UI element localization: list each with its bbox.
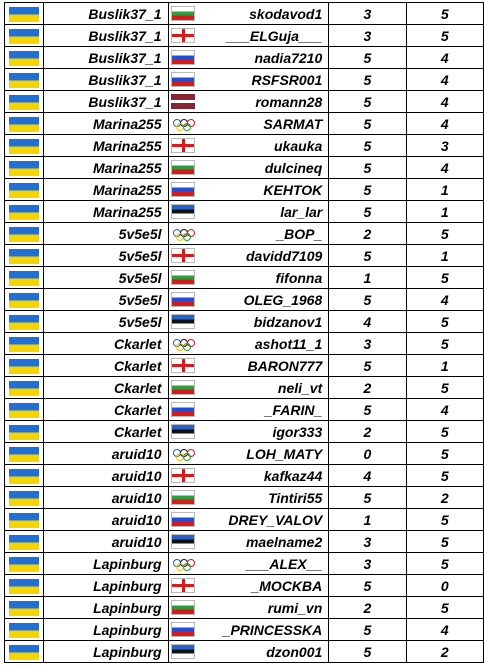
player1-name: Buslik37_1 bbox=[43, 47, 168, 69]
player1-name: Ckarlet bbox=[43, 421, 168, 443]
ukraine-flag-icon bbox=[9, 271, 39, 286]
player2-score: 5 bbox=[406, 223, 483, 245]
player1-score: 5 bbox=[329, 575, 406, 597]
table-row bbox=[5, 333, 484, 355]
ukraine-flag-icon bbox=[9, 51, 39, 66]
russia-flag-icon bbox=[171, 50, 195, 65]
player1-name: Ckarlet bbox=[43, 377, 168, 399]
ukraine-flag-icon bbox=[9, 403, 39, 418]
player1-score: 4 bbox=[329, 311, 406, 333]
player2-cell bbox=[168, 641, 329, 663]
player1-score: 3 bbox=[329, 553, 406, 575]
player2-cell bbox=[168, 223, 329, 245]
player1-flag-cell bbox=[5, 333, 44, 355]
player1-flag-cell bbox=[5, 377, 44, 399]
table-row bbox=[5, 267, 484, 289]
player1-flag-cell bbox=[5, 311, 44, 333]
ukraine-flag-icon bbox=[9, 535, 39, 550]
player2-cell bbox=[168, 333, 329, 355]
player1-flag-cell bbox=[5, 509, 44, 531]
player1-name: aruid10 bbox=[43, 443, 168, 465]
player2-cell bbox=[168, 487, 329, 509]
ukraine-flag-icon bbox=[9, 117, 39, 132]
table-row bbox=[5, 179, 484, 201]
table-row bbox=[5, 597, 484, 619]
player1-flag-cell bbox=[5, 575, 44, 597]
player1-flag-cell bbox=[5, 179, 44, 201]
player1-flag-cell bbox=[5, 91, 44, 113]
table-row bbox=[5, 377, 484, 399]
player2-score: 5 bbox=[406, 3, 483, 25]
player2-cell bbox=[168, 179, 329, 201]
player2-name: ___ELGuja___ bbox=[226, 27, 323, 44]
table-row bbox=[5, 355, 484, 377]
ukraine-flag-icon bbox=[9, 623, 39, 638]
player1-score: 5 bbox=[329, 201, 406, 223]
russia-flag-icon bbox=[171, 402, 195, 417]
player2-name: SARMAT bbox=[263, 115, 323, 132]
player2-cell bbox=[168, 553, 329, 575]
player1-flag-cell bbox=[5, 135, 44, 157]
player2-score: 5 bbox=[406, 443, 483, 465]
player1-name: 5v5e5l bbox=[43, 267, 168, 289]
ukraine-flag-icon bbox=[9, 227, 39, 242]
player1-name: Buslik37_1 bbox=[43, 3, 168, 25]
player2-cell bbox=[168, 531, 329, 553]
player1-name: aruid10 bbox=[43, 465, 168, 487]
player2-name: ___ALEX__ bbox=[245, 555, 323, 572]
player2-name: lar_lar bbox=[280, 203, 323, 220]
player2-cell bbox=[168, 619, 329, 641]
player1-name: 5v5e5l bbox=[43, 289, 168, 311]
player1-name: Ckarlet bbox=[43, 355, 168, 377]
table-row bbox=[5, 487, 484, 509]
table-row bbox=[5, 223, 484, 245]
player1-score: 5 bbox=[329, 289, 406, 311]
player1-score: 5 bbox=[329, 355, 406, 377]
player1-name: Marina255 bbox=[43, 157, 168, 179]
ukraine-flag-icon bbox=[9, 161, 39, 176]
player1-name: Lapinburg bbox=[43, 619, 168, 641]
russia-flag-icon bbox=[171, 182, 195, 197]
olympic-flag-icon bbox=[171, 226, 195, 241]
player2-score: 5 bbox=[406, 333, 483, 355]
player2-name: nadia7210 bbox=[254, 49, 323, 66]
ukraine-flag-icon bbox=[9, 293, 39, 308]
olympic-flag-icon bbox=[171, 446, 195, 461]
player2-cell bbox=[168, 421, 329, 443]
table-row bbox=[5, 25, 484, 47]
player2-name: BARON777 bbox=[247, 357, 323, 374]
player2-name: neli_vt bbox=[277, 379, 323, 396]
georgia-flag-icon bbox=[171, 28, 195, 43]
player2-score: 4 bbox=[406, 69, 483, 91]
player2-name: bidzanov1 bbox=[253, 313, 323, 330]
player2-name: igor333 bbox=[272, 423, 323, 440]
player1-score: 3 bbox=[329, 25, 406, 47]
player1-flag-cell bbox=[5, 3, 44, 25]
player1-name: Buslik37_1 bbox=[43, 91, 168, 113]
player2-cell bbox=[168, 69, 329, 91]
bulgaria-flag-icon bbox=[171, 380, 195, 395]
player2-cell bbox=[168, 399, 329, 421]
player1-name: Lapinburg bbox=[43, 597, 168, 619]
table-row bbox=[5, 245, 484, 267]
player2-cell bbox=[168, 113, 329, 135]
player1-name: Ckarlet bbox=[43, 399, 168, 421]
player1-score: 5 bbox=[329, 487, 406, 509]
player1-score: 5 bbox=[329, 245, 406, 267]
player1-flag-cell bbox=[5, 465, 44, 487]
ukraine-flag-icon bbox=[9, 447, 39, 462]
player1-name: Marina255 bbox=[43, 201, 168, 223]
player2-score: 4 bbox=[406, 113, 483, 135]
player1-flag-cell bbox=[5, 355, 44, 377]
player2-name: _BOP_ bbox=[276, 225, 323, 242]
ukraine-flag-icon bbox=[9, 29, 39, 44]
player2-score: 5 bbox=[406, 267, 483, 289]
player2-name: davidd7109 bbox=[246, 247, 323, 264]
player2-score: 5 bbox=[406, 465, 483, 487]
ukraine-flag-icon bbox=[9, 95, 39, 110]
player1-score: 5 bbox=[329, 69, 406, 91]
player1-score: 5 bbox=[329, 91, 406, 113]
player2-name: RSFSR001 bbox=[251, 71, 323, 88]
player1-score: 4 bbox=[329, 465, 406, 487]
player1-flag-cell bbox=[5, 69, 44, 91]
player1-name: Lapinburg bbox=[43, 553, 168, 575]
player2-name: maelname2 bbox=[245, 533, 323, 550]
player2-cell bbox=[168, 311, 329, 333]
ukraine-flag-icon bbox=[9, 469, 39, 484]
player2-score: 4 bbox=[406, 619, 483, 641]
table-row bbox=[5, 91, 484, 113]
player2-cell bbox=[168, 575, 329, 597]
player2-score: 5 bbox=[406, 25, 483, 47]
player1-flag-cell bbox=[5, 597, 44, 619]
player2-name: _PRINCESSKA bbox=[222, 621, 323, 638]
player2-cell bbox=[168, 355, 329, 377]
player2-cell bbox=[168, 377, 329, 399]
player2-score: 5 bbox=[406, 597, 483, 619]
player1-score: 5 bbox=[329, 641, 406, 663]
player1-name: Lapinburg bbox=[43, 575, 168, 597]
player2-name: Tintiri55 bbox=[268, 489, 323, 506]
ukraine-flag-icon bbox=[9, 73, 39, 88]
player2-cell bbox=[168, 509, 329, 531]
player2-name: rumi_vn bbox=[267, 599, 323, 616]
player1-score: 2 bbox=[329, 597, 406, 619]
player2-name: dulcineq bbox=[264, 159, 323, 176]
estonia-flag-icon bbox=[171, 534, 195, 549]
player1-name: 5v5e5l bbox=[43, 311, 168, 333]
player1-name: aruid10 bbox=[43, 531, 168, 553]
georgia-flag-icon bbox=[171, 358, 195, 373]
table-row bbox=[5, 575, 484, 597]
player2-cell bbox=[168, 289, 329, 311]
player2-name: fifonna bbox=[275, 269, 323, 286]
player2-cell bbox=[168, 245, 329, 267]
estonia-flag-icon bbox=[171, 314, 195, 329]
player2-score: 4 bbox=[406, 157, 483, 179]
player1-flag-cell bbox=[5, 113, 44, 135]
player2-cell bbox=[168, 135, 329, 157]
player2-name: ashot11_1 bbox=[254, 335, 323, 352]
player1-score: 2 bbox=[329, 377, 406, 399]
player1-flag-cell bbox=[5, 201, 44, 223]
player1-score: 1 bbox=[329, 509, 406, 531]
player1-name: Ckarlet bbox=[43, 333, 168, 355]
player1-name: 5v5e5l bbox=[43, 223, 168, 245]
ukraine-flag-icon bbox=[9, 315, 39, 330]
bulgaria-flag-icon bbox=[171, 600, 195, 615]
player2-cell bbox=[168, 443, 329, 465]
player1-flag-cell bbox=[5, 245, 44, 267]
table-row bbox=[5, 553, 484, 575]
player1-name: Marina255 bbox=[43, 135, 168, 157]
player1-score: 5 bbox=[329, 157, 406, 179]
player2-name: skodavod1 bbox=[249, 5, 323, 22]
player1-flag-cell bbox=[5, 289, 44, 311]
results-table bbox=[4, 2, 484, 663]
player2-score: 2 bbox=[406, 641, 483, 663]
player1-name: Marina255 bbox=[43, 113, 168, 135]
olympic-flag-icon bbox=[171, 556, 195, 571]
ukraine-flag-icon bbox=[9, 359, 39, 374]
georgia-flag-icon bbox=[171, 138, 195, 153]
player1-score: 3 bbox=[329, 333, 406, 355]
player2-cell bbox=[168, 267, 329, 289]
player1-flag-cell bbox=[5, 157, 44, 179]
estonia-flag-icon bbox=[171, 424, 195, 439]
player1-flag-cell bbox=[5, 641, 44, 663]
player1-score: 1 bbox=[329, 267, 406, 289]
olympic-flag-icon bbox=[171, 336, 195, 351]
ukraine-flag-icon bbox=[9, 7, 39, 22]
ukraine-flag-icon bbox=[9, 557, 39, 572]
player2-score: 2 bbox=[406, 487, 483, 509]
player1-score: 0 bbox=[329, 443, 406, 465]
player2-cell bbox=[168, 597, 329, 619]
player2-name: dzon001 bbox=[266, 643, 323, 660]
player1-name: Lapinburg bbox=[43, 641, 168, 663]
player1-flag-cell bbox=[5, 47, 44, 69]
player1-flag-cell bbox=[5, 443, 44, 465]
player2-score: 5 bbox=[406, 421, 483, 443]
table-row bbox=[5, 421, 484, 443]
ukraine-flag-icon bbox=[9, 425, 39, 440]
player2-name: OLEG_1968 bbox=[243, 291, 323, 308]
player2-score: 5 bbox=[406, 377, 483, 399]
player2-score: 4 bbox=[406, 91, 483, 113]
bulgaria-flag-icon bbox=[171, 490, 195, 505]
ukraine-flag-icon bbox=[9, 249, 39, 264]
ukraine-flag-icon bbox=[9, 645, 39, 660]
table-row bbox=[5, 157, 484, 179]
player1-name: aruid10 bbox=[43, 487, 168, 509]
ukraine-flag-icon bbox=[9, 579, 39, 594]
player2-score: 0 bbox=[406, 575, 483, 597]
russia-flag-icon bbox=[171, 292, 195, 307]
georgia-flag-icon bbox=[171, 578, 195, 593]
player2-score: 5 bbox=[406, 509, 483, 531]
player1-score: 2 bbox=[329, 421, 406, 443]
player1-flag-cell bbox=[5, 531, 44, 553]
player1-flag-cell bbox=[5, 223, 44, 245]
bulgaria-flag-icon bbox=[171, 270, 195, 285]
bulgaria-flag-icon bbox=[171, 6, 195, 21]
player2-score: 4 bbox=[406, 289, 483, 311]
player2-name: romann28 bbox=[255, 93, 323, 110]
olympic-flag-icon bbox=[171, 116, 195, 131]
player2-cell bbox=[168, 157, 329, 179]
player1-name: Buslik37_1 bbox=[43, 25, 168, 47]
player1-name: Marina255 bbox=[43, 179, 168, 201]
georgia-flag-icon bbox=[171, 248, 195, 263]
ukraine-flag-icon bbox=[9, 491, 39, 506]
player1-flag-cell bbox=[5, 487, 44, 509]
player1-flag-cell bbox=[5, 553, 44, 575]
player2-name: DREY_VALOV bbox=[228, 511, 323, 528]
table-row bbox=[5, 69, 484, 91]
table-row bbox=[5, 289, 484, 311]
player2-score: 4 bbox=[406, 399, 483, 421]
player1-score: 3 bbox=[329, 3, 406, 25]
player2-cell bbox=[168, 47, 329, 69]
russia-flag-icon bbox=[171, 622, 195, 637]
table-row bbox=[5, 465, 484, 487]
player2-cell bbox=[168, 465, 329, 487]
player2-name: LOH_MATY bbox=[246, 445, 323, 462]
player2-name: _MOCKBA bbox=[251, 577, 323, 594]
player2-score: 5 bbox=[406, 311, 483, 333]
player2-name: kafkaz44 bbox=[263, 467, 323, 484]
player2-score: 1 bbox=[406, 355, 483, 377]
player1-flag-cell bbox=[5, 267, 44, 289]
table-row bbox=[5, 47, 484, 69]
georgia-flag-icon bbox=[171, 468, 195, 483]
table-row bbox=[5, 201, 484, 223]
player2-name: KEHTOK bbox=[263, 181, 323, 198]
player2-score: 3 bbox=[406, 135, 483, 157]
player2-cell bbox=[168, 3, 329, 25]
table-row bbox=[5, 531, 484, 553]
player1-flag-cell bbox=[5, 399, 44, 421]
player1-name: Buslik37_1 bbox=[43, 69, 168, 91]
table-row bbox=[5, 509, 484, 531]
player1-name: aruid10 bbox=[43, 509, 168, 531]
table-row bbox=[5, 619, 484, 641]
player2-cell bbox=[168, 91, 329, 113]
ukraine-flag-icon bbox=[9, 139, 39, 154]
player2-cell bbox=[168, 25, 329, 47]
table-row bbox=[5, 311, 484, 333]
player1-score: 3 bbox=[329, 531, 406, 553]
ukraine-flag-icon bbox=[9, 513, 39, 528]
bulgaria-flag-icon bbox=[171, 160, 195, 175]
player1-name: 5v5e5l bbox=[43, 245, 168, 267]
table-row bbox=[5, 641, 484, 663]
player1-score: 5 bbox=[329, 47, 406, 69]
player2-score: 1 bbox=[406, 245, 483, 267]
ukraine-flag-icon bbox=[9, 381, 39, 396]
ukraine-flag-icon bbox=[9, 601, 39, 616]
player1-flag-cell bbox=[5, 421, 44, 443]
table-row bbox=[5, 3, 484, 25]
table-row bbox=[5, 399, 484, 421]
player2-score: 4 bbox=[406, 47, 483, 69]
player1-flag-cell bbox=[5, 619, 44, 641]
player2-cell bbox=[168, 201, 329, 223]
player2-score: 1 bbox=[406, 201, 483, 223]
player1-score: 5 bbox=[329, 113, 406, 135]
player2-score: 5 bbox=[406, 553, 483, 575]
player2-name: ukauka bbox=[274, 137, 323, 154]
table-row bbox=[5, 443, 484, 465]
ukraine-flag-icon bbox=[9, 337, 39, 352]
russia-flag-icon bbox=[171, 512, 195, 527]
player2-score: 5 bbox=[406, 531, 483, 553]
player1-score: 5 bbox=[329, 179, 406, 201]
estonia-flag-icon bbox=[171, 644, 195, 659]
russia-flag-icon bbox=[171, 72, 195, 87]
player2-name: _FARIN_ bbox=[264, 401, 323, 418]
table-row bbox=[5, 113, 484, 135]
ukraine-flag-icon bbox=[9, 183, 39, 198]
table-row bbox=[5, 135, 484, 157]
ukraine-flag-icon bbox=[9, 205, 39, 220]
player1-score: 2 bbox=[329, 223, 406, 245]
player1-score: 5 bbox=[329, 619, 406, 641]
player1-score: 5 bbox=[329, 135, 406, 157]
player1-flag-cell bbox=[5, 25, 44, 47]
latvia-flag-icon bbox=[171, 94, 195, 109]
estonia-flag-icon bbox=[171, 204, 195, 219]
player1-score: 5 bbox=[329, 399, 406, 421]
player2-score: 1 bbox=[406, 179, 483, 201]
